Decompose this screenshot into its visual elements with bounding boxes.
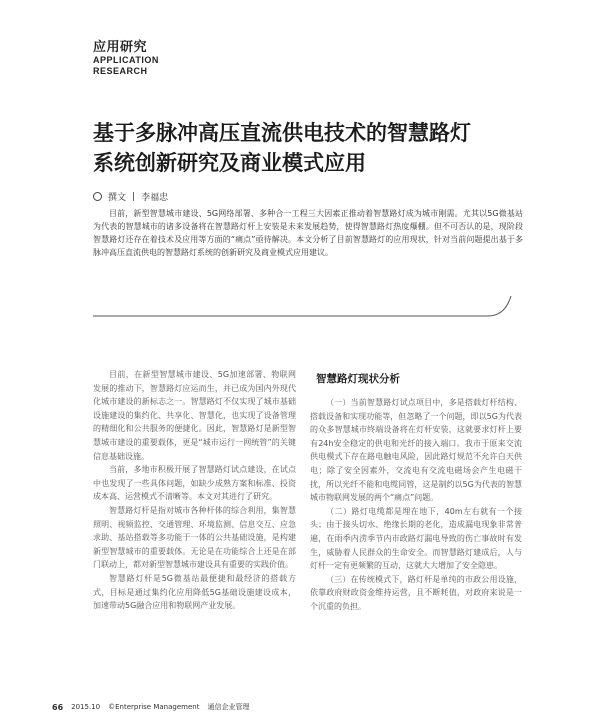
author-line	[93, 190, 168, 203]
body-column-left	[93, 368, 296, 613]
abstract: 目前，新型智慧城市建设、5G网络部署、多种合一工程三大因素正推动着智慧路灯成为城市刚需。尤其以5G微基站为代表的智慧城市的诸多设备将在智慧路灯杆上安装是未来发展趋势，使得智慧路灯热度爆棚。但不可否认的是，现阶段智慧路灯还存在着技术及应用等方面的“痛点”亟待解决。本文分析了目前智慧路灯的应用现状，针对当前问题提出基于多脉冲高压直流供电的智慧路灯系统的创新研究及商业模式应用建议。	[93, 209, 523, 257]
title-line-1: 基于多脉冲高压直流供电技术的智慧路灯	[93, 121, 471, 145]
body-paragraph: 目前，在新型智慧城市建设、5G加速部署、物联网发展的推动下，智慧路灯应运而生，并已成为国内外现代化城市建设的新标志之一。智慧路灯不仅实现了城市基础设施建设的集约化、共享化、智慧化，也实现了设备管理的精细化和公共服务的便捷化。因此，智慧路灯是新型智慧城市建设的重要载体，更是“城市运行一网统管”的关键信息基础设施。	[93, 370, 296, 461]
footer-journal-en: ©Enterprise Management	[108, 703, 200, 711]
body-paragraph: （三）在传统模式下，路灯杆是单纯的市政公用设施，依靠政府财政资金维持运营，且不断耗值，对政府来说是一个沉重的负担。	[310, 574, 522, 611]
author-separator: |	[132, 191, 136, 202]
author-bullet-icon	[93, 192, 102, 201]
body-paragraph: 智慧路灯杆是指对城市各种杆体的综合利用，集智慧照明、视频监控、交通管理、环境监测、信息交互、应急求助、基站搭载等多功能于一体的公共基础设施，是构建新型智慧城市的重要载体。无论是在功能综合上还是在部门联动上，都对新型智慧城市建设具有重要的实践价值。	[93, 505, 296, 570]
section-label	[93, 36, 159, 77]
page-number: 66	[52, 702, 64, 712]
title-line-2: 系统创新研究及商业模式应用	[93, 151, 366, 175]
author-label: 撰文	[108, 193, 127, 203]
section-heading: 智慧路灯现状分析	[316, 373, 400, 385]
body-paragraph: （二）路灯电缆都是埋在地下，40m左右就有一个接头；由于接头切水、绝缘长期的老化，造成漏电现象非常普遍，在雨季内涝季节内市政路灯漏电导致的伤亡事故时有发生，威胁着人民群众的生命安全。而智慧路灯建成后，人与灯杆一定有更频繁的互动，这就大大增加了安全隐患。	[310, 506, 522, 571]
abstract-divider	[93, 294, 513, 324]
footer-issue: 2015.10	[71, 703, 101, 711]
page-footer	[52, 702, 249, 712]
footer-journal-cn: 通信企业管理	[207, 703, 250, 711]
section-label-en-2: RESEARCH	[93, 66, 148, 76]
section-label-cn: 应用研究	[93, 40, 148, 55]
body-paragraph: 当前，多地市积极开展了智慧路灯试点建设，在试点中也发现了一些具体问题，如缺少成熟方案和标准、投资成本高、运营模式不清晰等。本文对其进行了研究。	[93, 465, 296, 502]
body-paragraph: 智慧路灯杆是5G微基站最便捷和最经济的搭载方式，目标是通过集约化应用降低5G基础设施建设成本，加速带动5G融合应用和物联网产业发展。	[93, 573, 296, 611]
author-name: 李福忠	[141, 193, 169, 203]
body-column-right	[310, 396, 522, 614]
article-title	[93, 118, 563, 178]
section-label-en-1: APPLICATION	[93, 55, 159, 65]
body-paragraph: （一）当前智慧路灯试点项目中，多是搭载灯杆结构、搭载设备和实现功能等，但忽略了一个问题，即以5G为代表的众多智慧城市终端设备将在灯杆安装，这就要求灯杆上要有24h安全稳定的供电和光纤的接入端口。我市于原来交流供电模式下存在路电触电风险，因此路灯规范不允许白天供电；除了安全因素外，交流电有交流电磁场会产生电磁干扰，所以光纤不能和电缆同管，这是制约以5G为代表的智慧城市物联网发展的两个“痛点”问题。	[310, 398, 522, 503]
